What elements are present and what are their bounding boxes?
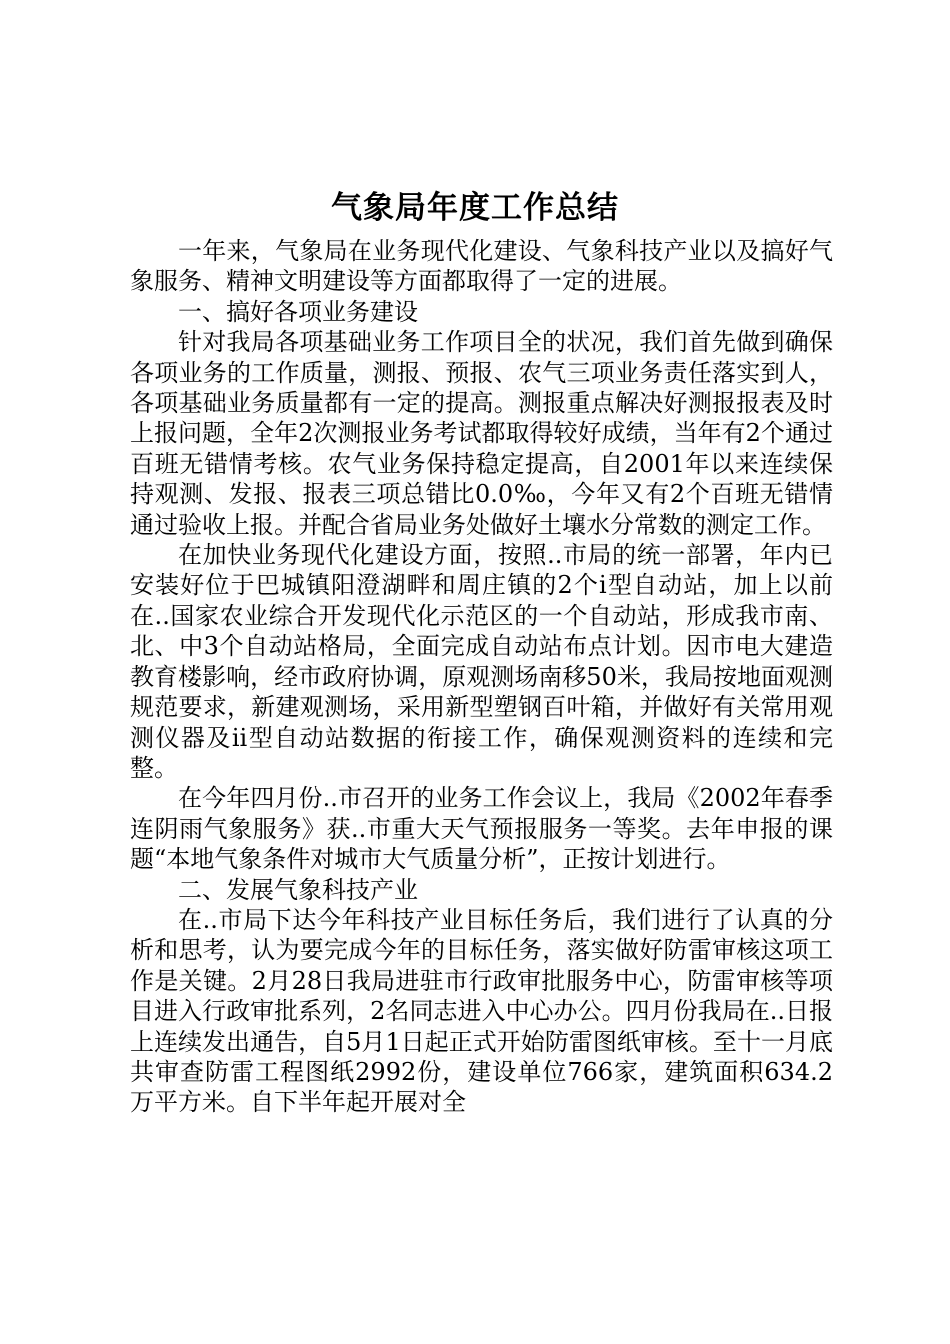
document-title: 气象局年度工作总结 bbox=[331, 190, 619, 226]
document-body bbox=[130, 236, 833, 1118]
body-paragraph: 在加快业务现代化建设方面，按照..市局的统一部署，年内已安装好位于巴城镇阳澄湖畔和周庄镇的2个ⅰ型自动站，加上以前在..国家农业综合开发现代化示范区的一个自动站，形成我市南、北、中3个自动站格局，全面完成自动站布点计划。因市电大建造教育楼影响，经市政府协调，原观测场南移50米，我局按地面观测规范要求，新建观测场，采用新型塑钢百叶箱，并做好有关常用观测仪器及ⅱ型自动站数据的衔接工作，确保观测资料的连续和完整。 bbox=[130, 541, 833, 782]
body-paragraph: 在今年四月份..市召开的业务工作会议上，我局《2002年春季连阴雨气象服务》获..市重大天气预报服务一等奖。去年申报的课题“本地气象条件对城市大气质量分析”，正按计划进行。 bbox=[130, 784, 833, 874]
body-paragraph: 针对我局各项基础业务工作项目全的状况，我们首先做到确保各项业务的工作质量，测报、预报、农气三项业务责任落实到人，各项基础业务质量都有一定的提高。测报重点解决好测报报表及时上报问题，全年2次测报业务考试都取得较好成绩，当年有2个通过百班无错情考核。农气业务保持稳定提高，自2001年以来连续保持观测、发报、报表三项总错比0.0‰，今年又有2个百班无错情通过验收上报。并配合省局业务处做好土壤水分常数的测定工作。 bbox=[130, 328, 833, 539]
section-heading-1: 一、搞好各项业务建设 bbox=[178, 297, 418, 326]
section-heading-2: 二、发展气象科技产业 bbox=[178, 875, 418, 904]
body-paragraph: 在..市局下达今年科技产业目标任务后，我们进行了认真的分析和思考，认为要完成今年的目标任务，落实做好防雷审核这项工作是关键。2月28日我局进驻市行政审批服务中心，防雷审核等项目进入行政审批系列，2名同志进入中心办公。四月份我局在..日报上连续发出通告，自5月1日起正式开始防雷图纸审核。至十一月底共审查防雷工程图纸2992份，建设单位766家，建筑面积634.2万平方米。自下半年起开展对全 bbox=[130, 905, 833, 1117]
intro-paragraph: 一年来，气象局在业务现代化建设、气象科技产业以及搞好气象服务、精神文明建设等方面都取得了一定的进展。 bbox=[130, 237, 833, 296]
